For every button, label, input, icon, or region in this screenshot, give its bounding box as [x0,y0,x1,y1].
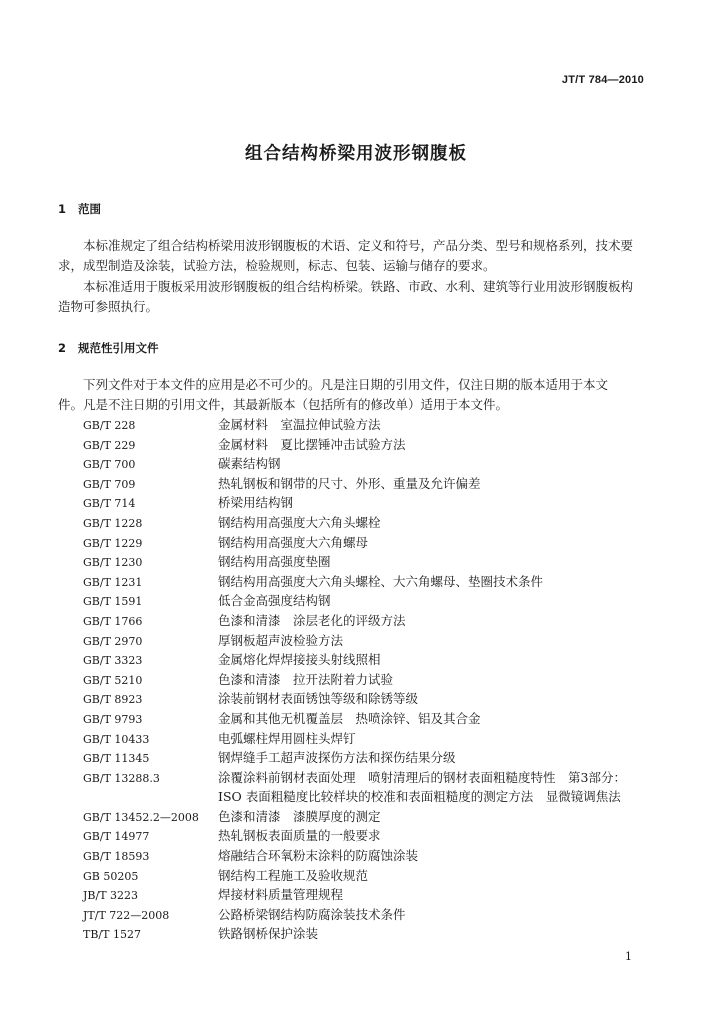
ref-title: 钢结构用高强度大六角头螺栓、大六角螺母、垫圈技术条件 [218,573,544,589]
ref-code: GB/T 1766 [83,614,143,628]
reference-row [58,591,658,611]
scope-paragraph-2 [58,277,644,317]
reference-row [58,493,658,513]
reference-row [58,611,658,631]
reference-row [58,631,658,651]
section-2-heading [58,340,159,356]
ref-title: 钢焊缝手工超声波探伤方法和探伤结果分级 [218,750,456,766]
standard-code: JT/T 784—2010 [561,74,644,86]
reference-row [58,513,658,533]
ref-title: 金属和其他无机覆盖层 热喷涂锌、铝及其合金 [218,710,481,726]
reference-row [58,670,658,690]
ref-code: GB/T 1229 [83,536,143,550]
ref-title: 金属材料 室温拉伸试验方法 [218,417,381,432]
section-1-heading [58,201,101,217]
reference-row [58,807,658,827]
section-1-number: 1 [58,202,67,216]
reference-row [58,709,658,729]
section-2-number: 2 [58,341,67,355]
reference-row [58,768,658,788]
ref-title: 色漆和清漆 涂层老化的评级方法 [218,612,406,628]
ref-title: 色漆和清漆 漆膜厚度的测定 [218,808,381,824]
ref-code: GB/T 1228 [83,516,143,530]
ref-title: 焊接材料质量管理规程 [218,887,344,903]
ref-code: GB/T 5210 [83,673,143,687]
ref-code: GB/T 18593 [83,850,150,864]
ref-title: 钢结构工程施工及验收规范 [218,867,369,883]
reference-row [58,474,658,494]
reference-row [58,885,658,905]
ref-code: JT/T 722—2008 [83,908,170,922]
ref-title: 热轧钢板和钢带的尺寸、外形、重量及允许偏差 [218,475,481,491]
ref-code: GB/T 714 [83,497,136,511]
ref-title: 公路桥梁钢结构防腐涂装技术条件 [218,906,406,922]
reference-row-continuation [58,787,658,807]
reference-row [58,533,658,553]
ref-title: 金属材料 夏比摆锤冲击试验方法 [218,436,406,452]
ref-code: GB/T 13452.2—2008 [83,810,199,824]
ref-code: GB/T 700 [83,458,136,472]
reference-list [58,415,658,944]
ref-code: TB/T 1527 [83,928,141,942]
scope-paragraph-1 [58,236,644,276]
scope-p2-line1: 本标准适用于腹板采用波形钢腹板的组合结构桥梁。铁路、市政、水利、建筑等行业用波形钢腹板构 [83,279,634,294]
ref-code: GB/T 3323 [83,654,143,668]
page-number: 1 [625,950,632,963]
ref-title: 厚钢板超声波检验方法 [218,632,344,648]
reference-row [58,572,658,592]
ref-code: JB/T 3223 [83,889,139,903]
reference-row [58,826,658,846]
reference-row [58,435,658,455]
scope-p1-line1: 本标准规定了组合结构桥梁用波形钢腹板的术语、定义和符号，产品分类、型号和规格系列，技术要 [83,238,634,253]
ref-title: 涂覆涂料前钢材表面处理 喷射清理后的钢材表面粗糙度特性 第3部分： [218,769,626,785]
ref-code: GB/T 228 [83,419,136,432]
ref-title: 铁路钢桥保护涂装 [218,926,319,942]
ref-code: GB/T 14977 [83,830,150,844]
ref-title: 低合金高强度结构钢 [218,593,331,609]
ref-code: GB/T 8923 [83,693,143,707]
ref-title: 钢结构用高强度大六角螺母 [218,534,369,550]
reference-row [58,552,658,572]
section-2-title: 规范性引用文件 [78,341,159,355]
ref-title: 色漆和清漆 拉开法附着力试验 [218,671,394,687]
ref-title: 电弧螺柱焊用圆柱头焊钉 [218,730,356,746]
ref-code: GB/T 9793 [83,712,143,726]
reference-row [58,866,658,886]
ref-code: GB/T 2970 [83,634,143,648]
references-intro [58,375,644,415]
ref-code: GB/T 11345 [83,752,150,766]
ref-title: 桥梁用结构钢 [218,495,294,511]
ref-code: GB 50205 [83,869,139,883]
ref-title: 钢结构用高强度垫圈 [218,554,331,570]
ref-code: GB/T 709 [83,477,136,491]
reference-row [58,924,658,944]
ref-title: 钢结构用高强度大六角头螺栓 [218,514,381,530]
reference-row [58,846,658,866]
refs-intro-line2: 件。凡是不注日期的引用文件，其最新版本（包括所有的修改单）适用于本文件。 [58,397,509,412]
ref-title: 碳素结构钢 [218,456,281,472]
ref-code: GB/T 13288.3 [83,771,160,785]
reference-row [58,729,658,749]
section-1-title: 范围 [78,202,101,216]
reference-row [58,748,658,768]
ref-title: ISO 表面粗糙度比较样块的校准和表面粗糙度的测定方法 显微镜调焦法 [218,789,621,805]
ref-title: 熔融结合环氧粉末涂料的防腐蚀涂装 [218,848,419,864]
ref-code: GB/T 10433 [83,732,150,746]
refs-intro-line1: 下列文件对于本文件的应用是必不可少的。凡是注日期的引用文件，仅注日期的版本适用于本文 [83,377,609,392]
reference-row [58,415,658,435]
ref-code: GB/T 229 [83,438,136,452]
reference-row [58,454,658,474]
scope-p1-line2: 求，成型制造及涂装，试验方法，检验规则，标志、包装、运输与储存的要求。 [58,258,496,273]
ref-title: 热轧钢板表面质量的一般要求 [218,828,381,844]
ref-code: GB/T 1230 [83,556,143,570]
ref-title: 金属熔化焊焊接接头射线照相 [218,652,381,668]
reference-row [58,905,658,925]
reference-row [58,689,658,709]
document-title: 组合结构桥梁用波形钢腹板 [245,144,467,164]
reference-row [58,650,658,670]
ref-code: GB/T 1231 [83,575,143,589]
ref-code: GB/T 1591 [83,595,143,609]
scope-p2-line2: 造物可参照执行。 [58,299,159,314]
ref-title: 涂装前钢材表面锈蚀等级和除锈等级 [218,691,419,707]
